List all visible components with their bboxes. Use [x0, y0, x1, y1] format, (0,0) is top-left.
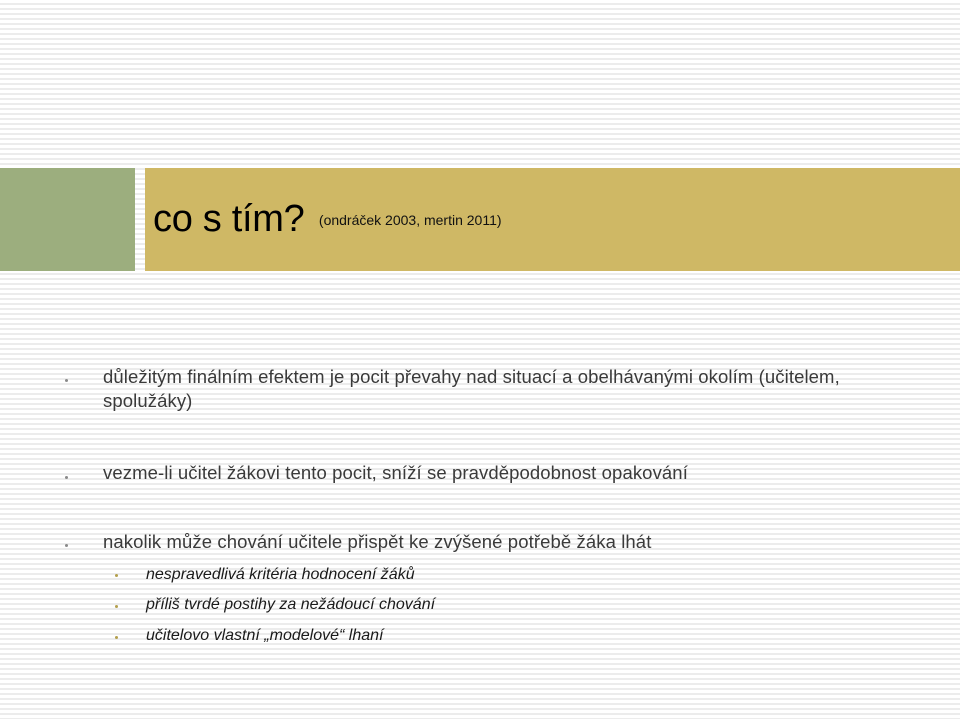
sub-bullet-marker-icon: [115, 605, 118, 608]
sub-bullet-marker-icon: [115, 574, 118, 577]
bullet-item: důležitým finálním efektem je pocit převahy nad situací a obelhávanými okolím (učitelem, spolužáky): [103, 366, 840, 411]
bullet-item: vezme-li učitel žákovi tento pocit, sníží se pravděpodobnost opakování: [103, 462, 688, 483]
bullet-marker-icon: [65, 379, 68, 382]
sub-bullet-item: nespravedlivá kritéria hodnocení žáků: [146, 566, 415, 583]
sub-bullet-item: učitelovo vlastní „modelové“ lhaní: [146, 627, 384, 644]
slide-title: [153, 198, 502, 241]
sub-bullet-marker-icon: [115, 636, 118, 639]
title-reference: (ondráček 2003, mertin 2011): [318, 212, 502, 228]
sub-bullet-item: příliš tvrdé postihy za nežádoucí chování: [146, 596, 436, 613]
bullet-marker-icon: [65, 544, 68, 547]
bullet-item: nakolik může chování učitele přispět ke zvýšené potřebě žáka lhát: [103, 531, 652, 552]
title-text: co s tím?: [153, 198, 305, 240]
bullet-marker-icon: [65, 476, 68, 479]
accent-block: [0, 168, 135, 271]
